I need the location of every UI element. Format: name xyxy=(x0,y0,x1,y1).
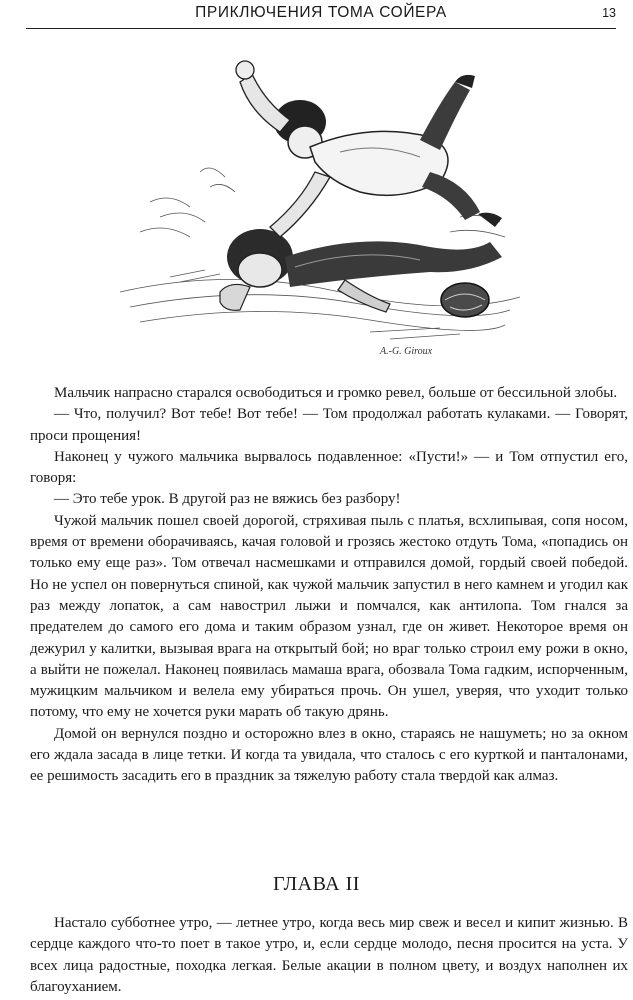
paragraph: Домой он вернулся поздно и осторожно влез в окно, стараясь не нашуметь; но за окном его ждала засада в лице тетки. И когда та увидала, что сталось с его курткой и панталонами, ее решимость засадить его в праздник за тяжелую работу стала твердой как алмаз. xyxy=(30,725,628,785)
chapter-text xyxy=(30,913,628,998)
paragraph: — Это тебе урок. В другой раз не вяжись без разбору! xyxy=(54,491,401,508)
artist-signature: A.-G. Giroux xyxy=(380,346,433,357)
engraving-image xyxy=(110,42,530,367)
running-title: ПРИКЛЮЧЕНИЯ ТОМА СОЙЕРА xyxy=(195,4,447,21)
paragraph: Наконец у чужого мальчика вырвалось подавленное: «Пусти!» — и Том отпустил его, говоря: xyxy=(30,448,628,487)
cap-illustration xyxy=(441,283,489,317)
paragraph: Настало субботнее утро, — летнее утро, когда весь мир свеж и весел и кипит жизнью. В сердце каждого что-то поет в такое утро, и, если сердце молодо, песня просится на уста. У всех лица радостные, походка легкая. Белые акации в полном цвету, и воздух наполнен их благоуханием. xyxy=(30,915,628,995)
paragraph: — Что, получил? Вот тебе! Вот тебе! — Том продолжал работать кулаками. — Говорят, проси прощения! xyxy=(30,406,628,444)
running-header xyxy=(26,0,616,29)
paragraph: Мальчик напрасно старался освободиться и громко ревел, больше от бессильной злобы. xyxy=(54,385,618,401)
fight-illustration xyxy=(110,42,530,367)
chapter-heading: ГЛАВА II xyxy=(273,873,360,895)
paragraph: Чужой мальчик пошел своей дорогой, стряхивая пыль с платья, всхлипывая, сопя носом, время от времени оборачиваясь, качая головой и грозясь жестоко отдуть Тома, «попадись он только ему еще раз». Том отвечал насмешками и отправился домой, гордый своей победой. Но не успел он повернуться спиной, как чужой мальчик запустил в него камнем и угодил как раз между лопаток, а сам навострил лыжи и помчался, как антилопа. Том гнался за предателем до самого его дома и таким образом узнал, где он живет. Некоторое время он дежурил у калитки, вызывая врага на открытый бой; но враг только строил ему рожи в окно, а выйти не пожелал. Наконец появилась мамаша врага, обозвала Тома гадким, испорченным, мужицким мальчиком и велела ему убираться прочь. Он ушел, уверяя, что уходит только потому, что ему не хочется руки марать об такую дрянь. xyxy=(30,512,628,721)
main-text xyxy=(30,383,628,788)
page-number: 13 xyxy=(602,6,616,20)
upper-boy-figure xyxy=(236,61,502,237)
